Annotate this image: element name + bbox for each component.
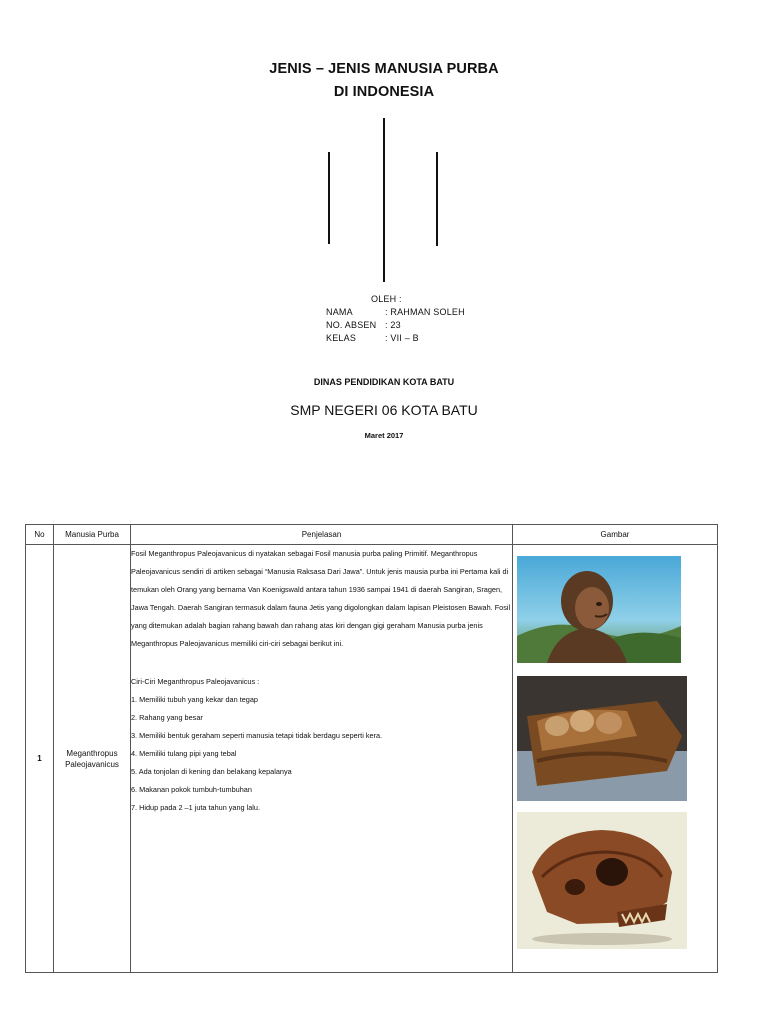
manusia-purba-table: [25, 524, 718, 973]
info-value: : VII – B: [385, 333, 419, 343]
row-number: 1: [26, 545, 54, 973]
header-penjelasan: Penjelasan: [131, 525, 513, 545]
document-title-line1: JENIS – JENIS MANUSIA PURBA: [269, 61, 499, 77]
info-value: : RAHMAN SOLEH: [385, 307, 465, 317]
info-label: NAMA: [326, 307, 353, 317]
ciri-item: 2. Rahang yang besar: [131, 713, 203, 722]
description-cell: [131, 545, 513, 973]
author-info: [326, 293, 465, 345]
ciri-list: [131, 673, 512, 817]
info-row-nama: [326, 306, 465, 319]
decorative-line-right: [436, 152, 438, 246]
ciri-title: Ciri-Ciri Meganthropus Paleojavanicus :: [131, 677, 260, 686]
ciri-item: 6. Makanan pokok tumbuh-tumbuhan: [131, 785, 252, 794]
info-value: : 23: [385, 320, 401, 330]
document-date: Maret 2017: [364, 431, 404, 440]
info-label: KELAS: [326, 333, 357, 343]
hominid-reconstruction-image: [517, 556, 681, 663]
table-row: [26, 545, 718, 973]
species-name-line1: Meganthropus: [66, 748, 118, 758]
school-name: SMP NEGERI 06 KOTA BATU: [290, 402, 478, 418]
ciri-item: 3. Memiliki bentuk geraham seperti manusia tetapi tidak berdagu seperti kera.: [131, 731, 383, 740]
species-name-line2: Paleojavanicus: [65, 759, 119, 769]
decorative-line-left: [328, 152, 330, 244]
jaw-fossil-image: [517, 676, 687, 801]
header-manusia-purba: Manusia Purba: [54, 525, 131, 545]
info-row-absen: [326, 319, 465, 332]
ciri-item: 1. Memiliki tubuh yang kekar dan tegap: [131, 695, 258, 704]
ciri-item: 7. Hidup pada 2 –1 juta tahun yang lalu.: [131, 803, 261, 812]
decorative-line-center: [383, 118, 385, 282]
description-text: Fosil Meganthropus Paleojavanicus di nyatakan sebagai Fosil manusia purba paling Primitif. Meganthropus Paleojavanicus sendiri di artiken sebagai “Manusia Raksasa Dari Jawa”. Untuk jenis mausia purba ini Pertama kali di temukan oleh Orang yang bernama Van Koenigswald antara tahun 1936 sampai 1941 di daerah Sangiran, Sragen, Jawa Tengah. Daerah Sangiran termasuk dalam fauna Jetis yang digolongkan dalam lapisan Pleistosen Bawah. Fosil yang ditemukan adalah bagian rahang bawah dan rahang atas kiri dengan gigi geraham Manusia purba jenis Meganthropus Paleojavanicus memiliki ciri-ciri sebagai berikut ini.: [131, 549, 511, 648]
image-cell: [513, 545, 718, 973]
dinas-heading: DINAS PENDIDIKAN KOTA BATU: [313, 377, 455, 387]
info-label: NO. ABSEN: [326, 320, 377, 330]
info-row-kelas: [326, 332, 465, 345]
skull-fossil-image: [517, 812, 687, 949]
document-title-line2: DI INDONESIA: [333, 84, 435, 100]
ciri-item: 5. Ada tonjolan di kening dan belakang kepalanya: [131, 767, 292, 776]
ciri-item: 4. Memiliki tulang pipi yang tebal: [131, 749, 237, 758]
species-name-cell: [54, 545, 131, 973]
table-header-row: [26, 525, 718, 545]
header-gambar: Gambar: [513, 525, 718, 545]
oleh-label: OLEH :: [371, 294, 402, 304]
header-no: No: [26, 525, 54, 545]
